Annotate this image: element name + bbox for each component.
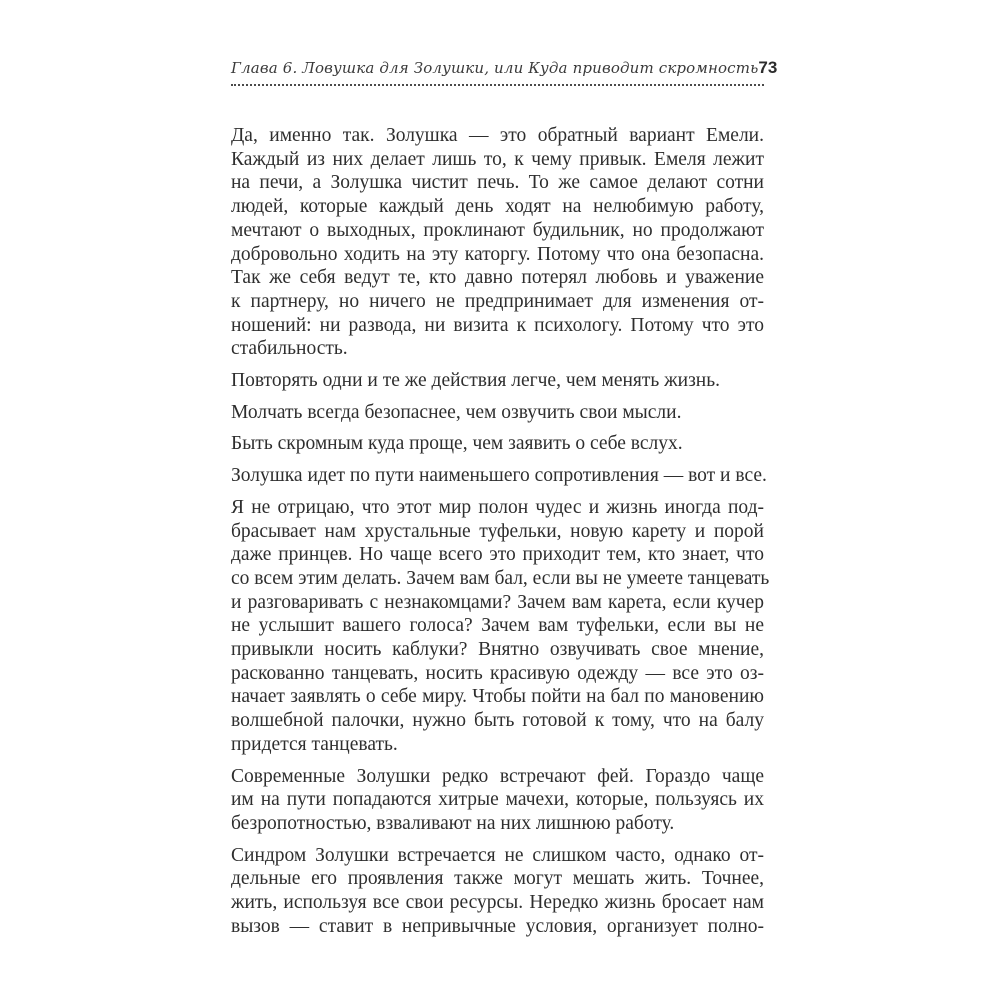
text-line: мечтают о выходных, проклинают будильник, но продолжают xyxy=(231,219,764,241)
text-line: к партнеру, но ничего не предпринимает для изменения от- xyxy=(231,290,764,312)
text-line: жить, используя все свои ресурсы. Нередко жизнь бросает нам xyxy=(231,892,764,914)
text-line: Молчать всегда безопаснее, чем озвучить свои мысли. xyxy=(231,401,682,423)
text-line: Да, именно так. Золушка — это обратный вариант Емели. xyxy=(231,125,764,146)
book-page xyxy=(231,58,778,947)
text-line: вызов — ставит в непривычные условия, организует полно- xyxy=(231,915,764,937)
text-line: дельные его проявления также могут мешать жить. Точнее, xyxy=(231,868,764,890)
text-line: не услышит вашего голоса? Зачем вам туфельки, если вы не xyxy=(231,615,764,637)
text-line: раскованно танцевать, носить красивую одежду — все это оз- xyxy=(231,662,764,684)
chapter-title: Глава 6. Ловушка для Золушки, или Куда приводит скромность xyxy=(231,59,759,77)
text-line: добровольно ходить на эту каторгу. Потому что она безопасна. xyxy=(231,243,764,265)
text-line: волшебной палочки, нужно быть готовой к тому, что на балу xyxy=(231,710,764,732)
text-line: Современные Золушки редко встречают фей. Гораздо чаще xyxy=(231,765,764,787)
text-line: людей, которые каждый день ходят на нелюбимую работу, xyxy=(231,196,764,218)
text-line: Золушка идет по пути наименьшего сопротивления — вот и все. xyxy=(231,465,767,487)
text-line: Так же себя ведут те, кто давно потерял любовь и уважение xyxy=(231,267,764,289)
text-line: Каждый из них делает лишь то, к чему привык. Емеля лежит xyxy=(231,148,764,170)
text-line: Синдром Золушки встречается не слишком часто, однако от- xyxy=(231,844,764,866)
page-number: 73 xyxy=(758,58,778,77)
running-header xyxy=(231,58,778,82)
text-line: придется танцевать. xyxy=(231,733,398,755)
text-line: начает заявлять о себе миру. Чтобы пойти на бал по мановению xyxy=(231,686,764,708)
text-line: со всем этим делать. Зачем вам бал, если вы не умеете танцевать xyxy=(231,567,770,589)
text-line: брасывает нам хрустальные туфельки, новую карету и порой xyxy=(231,520,764,542)
text-line: им на пути попадаются хитрые мачехи, которые, пользуясь их xyxy=(231,789,764,811)
paragraph xyxy=(231,765,764,836)
body-text xyxy=(231,124,770,939)
text-line: стабильность. xyxy=(231,338,348,360)
text-line: ношений: ни развода, ни визита к психологу. Потому что это xyxy=(231,314,764,336)
paragraph xyxy=(231,496,770,757)
paragraph xyxy=(231,124,764,361)
text-line: даже принцев. Но чаще всего это приходит тем, кто знает, что xyxy=(231,544,764,566)
paragraph xyxy=(231,464,767,488)
paragraph xyxy=(231,844,764,939)
text-line: Повторять одни и те же действия легче, чем менять жизнь. xyxy=(231,370,720,392)
text-line: и разговаривать с незнакомцами? Зачем вам карета, если кучер xyxy=(231,591,764,613)
header-divider xyxy=(231,84,764,86)
paragraph xyxy=(231,401,764,425)
paragraph xyxy=(231,369,764,393)
text-line: на печи, а Золушка чистит печь. То же самое делают сотни xyxy=(231,172,764,194)
text-line: привыкли носить каблуки? Внятно озвучивать свое мнение, xyxy=(231,639,764,661)
text-line: безропотностью, взваливают на них лишнюю работу. xyxy=(231,812,675,834)
text-line: Я не отрицаю, что этот мир полон чудес и жизнь иногда под- xyxy=(231,496,764,518)
text-line: Быть скромным куда проще, чем заявить о себе вслух. xyxy=(231,433,683,455)
paragraph xyxy=(231,432,764,456)
